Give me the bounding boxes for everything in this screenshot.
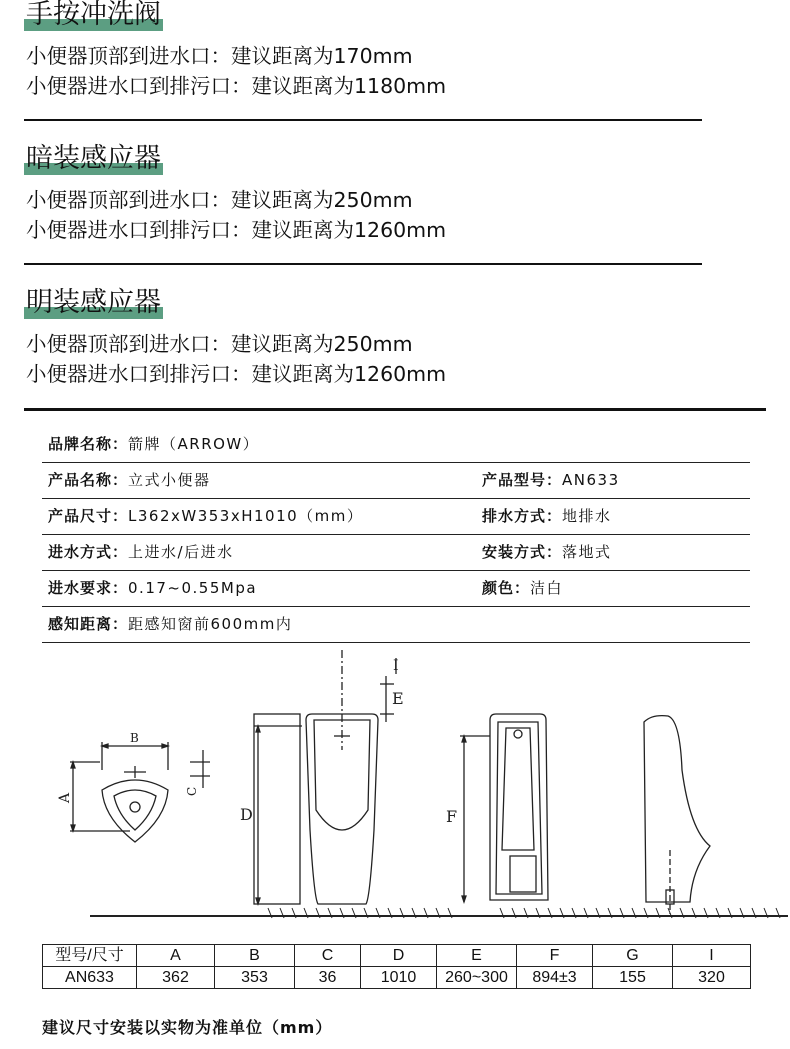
table-cell: 36 (295, 967, 361, 989)
table-cell: 260~300 (437, 967, 517, 989)
spec-label: 进水方式： (48, 543, 129, 561)
dim-label-c: C (185, 786, 199, 796)
spec-label: 产品型号： (482, 471, 563, 489)
section-hand-flush-valve (24, 0, 704, 101)
table-header-cell: B (215, 945, 295, 967)
dim-label-i: I (393, 658, 399, 674)
table-row (43, 967, 751, 989)
section-line: 小便器进水口到排污口：建议距离为1180mm (26, 74, 447, 98)
table-cell: 155 (593, 967, 673, 989)
table-header-cell: I (673, 945, 751, 967)
footnote: 建议尺寸安装以实物为准单位（mm） (42, 1018, 333, 1037)
spec-value: 地排水 (562, 507, 612, 525)
dim-label-d: D (240, 805, 253, 824)
section-title (24, 0, 163, 32)
spec-label: 安装方式： (482, 543, 563, 561)
section-title (24, 286, 163, 320)
table-header-cell: 型号/尺寸 (43, 945, 137, 967)
divider-thick (24, 408, 766, 411)
table-cell: 894±3 (517, 967, 593, 989)
front-view (254, 650, 396, 904)
table-cell: AN633 (43, 967, 137, 989)
spec-value: 立式小便器 (128, 471, 211, 489)
divider (24, 119, 702, 121)
section-title-text: 手按冲洗阀 (26, 0, 161, 30)
cutaway-view (460, 714, 548, 902)
table-cell: 353 (215, 967, 295, 989)
dim-label-b: B (130, 731, 139, 745)
section-title-text: 明装感应器 (26, 287, 161, 318)
section-title-text: 暗装感应器 (26, 143, 161, 174)
dimension-drawing (40, 650, 790, 930)
spec-row-sensor (42, 606, 750, 643)
spec-value: 上进水/后进水 (128, 543, 234, 561)
profile-view (644, 716, 710, 914)
spec-label: 产品尺寸： (48, 507, 129, 525)
spec-value: 箭牌（ARROW） (128, 435, 260, 453)
table-header-row (43, 945, 751, 967)
section-line: 小便器进水口到排污口：建议距离为1260mm (26, 218, 447, 242)
spec-label: 品牌名称： (48, 435, 129, 453)
spec-row-inlet-install (42, 534, 750, 571)
spec-row-size-drain (42, 498, 750, 535)
section-title (24, 142, 163, 176)
spec-label: 进水要求： (48, 579, 129, 597)
table-header-cell: F (517, 945, 593, 967)
divider (24, 263, 702, 265)
table-header-cell: G (593, 945, 673, 967)
section-line: 小便器顶部到进水口：建议距离为250mm (26, 332, 413, 356)
dim-label-f: F (446, 807, 458, 826)
table-header-cell: D (361, 945, 437, 967)
spec-value: 距感知窗前600mm内 (128, 615, 293, 633)
section-line: 小便器进水口到排污口：建议距离为1260mm (26, 362, 447, 386)
spec-label: 排水方式： (482, 507, 563, 525)
spec-label: 颜色： (482, 579, 531, 597)
spec-label: 产品名称： (48, 471, 129, 489)
spec-row-brand (42, 426, 750, 463)
dimension-table (42, 944, 751, 989)
spec-value: 落地式 (562, 543, 612, 561)
table-cell: 362 (137, 967, 215, 989)
table-header-cell: E (437, 945, 517, 967)
spec-value: 洁白 (530, 579, 564, 597)
section-exposed-sensor (24, 286, 704, 389)
table-cell: 320 (673, 967, 751, 989)
spec-label: 感知距离： (48, 615, 129, 633)
dim-label-a: A (57, 792, 73, 803)
spec-value: 0.17~0.55Mpa (128, 579, 258, 597)
spec-value: L362xW353xH1010（mm） (128, 507, 364, 525)
spec-value: AN633 (562, 471, 620, 489)
table-header-cell: C (295, 945, 361, 967)
spec-row-name-model (42, 462, 750, 499)
table-header-cell: A (137, 945, 215, 967)
table-cell: 1010 (361, 967, 437, 989)
dim-label-e: E (392, 689, 404, 708)
spec-row-pressure-color (42, 570, 750, 607)
section-line: 小便器顶部到进水口：建议距离为170mm (26, 44, 413, 68)
section-line: 小便器顶部到进水口：建议距离为250mm (26, 188, 413, 212)
section-concealed-sensor (24, 142, 704, 245)
